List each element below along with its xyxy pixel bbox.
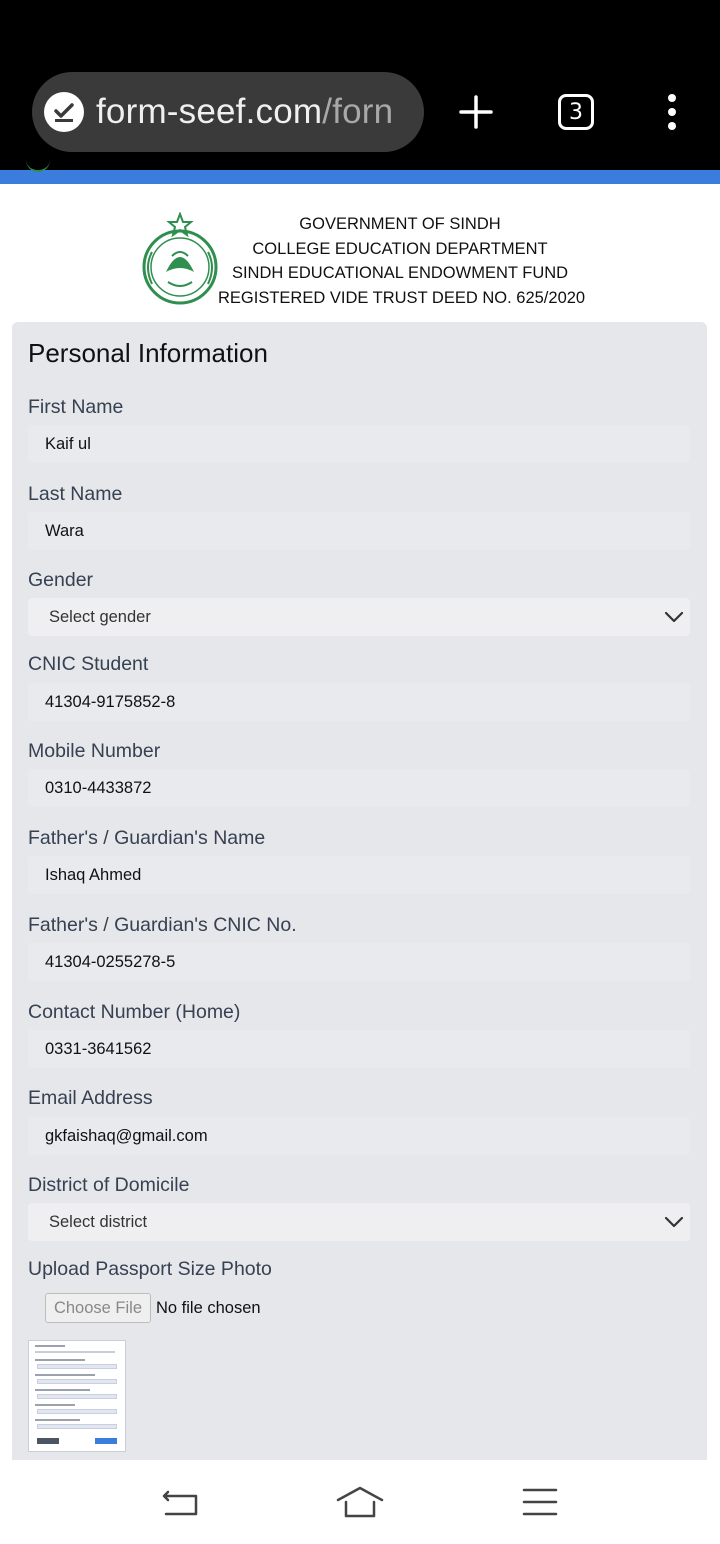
system-navigation-bar <box>0 1460 720 1544</box>
father-cnic-label: Father's / Guardian's CNIC No. <box>28 914 297 936</box>
father-name-label: Father's / Guardian's Name <box>28 827 266 849</box>
mobile-number-input[interactable]: 0310-4433872 <box>28 769 690 807</box>
contact-home-label: Contact Number (Home) <box>28 1001 241 1023</box>
url-text[interactable] <box>96 92 393 132</box>
browser-toolbar <box>0 0 720 170</box>
home-button[interactable] <box>330 1482 390 1522</box>
header-line-1: GOVERNMENT OF SINDH <box>299 215 501 233</box>
back-icon <box>160 1486 200 1518</box>
last-name-label: Last Name <box>28 483 123 505</box>
back-button[interactable] <box>150 1482 210 1522</box>
home-icon <box>334 1484 386 1520</box>
chevron-down-icon <box>664 1212 684 1232</box>
email-label: Email Address <box>28 1087 153 1109</box>
photo-upload-label: Upload Passport Size Photo <box>28 1258 272 1280</box>
new-tab-icon <box>459 95 493 129</box>
new-tab-button[interactable] <box>450 86 502 138</box>
address-bar[interactable] <box>32 72 424 152</box>
choose-file-button[interactable]: Choose File <box>45 1293 151 1323</box>
recents-icon <box>520 1486 560 1518</box>
more-menu-button[interactable] <box>646 86 698 138</box>
card-title: Personal Information <box>28 338 268 368</box>
url-domain: form-seef.com <box>96 92 323 131</box>
page-content <box>0 184 720 1460</box>
father-name-input[interactable]: Ishaq Ahmed <box>28 856 690 894</box>
first-name-label: First Name <box>28 396 124 418</box>
email-input[interactable]: gkfaishaq@gmail.com <box>28 1117 690 1155</box>
first-name-input[interactable]: Kaif ul <box>28 425 690 463</box>
recents-button[interactable] <box>510 1482 570 1522</box>
district-label: District of Domicile <box>28 1174 190 1196</box>
sindh-government-emblem-icon <box>138 212 222 306</box>
header-line-4: REGISTERED VIDE TRUST DEED NO. 625/2020 <box>218 288 586 307</box>
cnic-student-input[interactable]: 41304-9175852-8 <box>28 683 690 721</box>
district-select-value: Select district <box>49 1212 148 1231</box>
tabs-icon: 3 <box>558 94 594 130</box>
header-line-3: SINDH EDUCATIONAL ENDOWMENT FUND <box>231 264 569 282</box>
file-status-text: No file chosen <box>156 1298 261 1317</box>
gender-select-value: Select gender <box>49 607 151 626</box>
photo-file-input[interactable] <box>45 1293 261 1323</box>
contact-home-input[interactable]: 0331-3641562 <box>28 1030 690 1068</box>
more-menu-icon <box>667 94 677 130</box>
last-name-input[interactable]: Wara <box>28 512 690 550</box>
gender-label: Gender <box>28 569 94 591</box>
district-select[interactable] <box>28 1203 690 1241</box>
thumb-button-dark <box>37 1438 59 1444</box>
page-header <box>0 208 720 308</box>
personal-information-card <box>12 322 707 1460</box>
header-line-2: COLLEGE EDUCATION DEPARTMENT <box>252 239 548 258</box>
cnic-student-label: CNIC Student <box>28 653 149 675</box>
mobile-number-label: Mobile Number <box>28 740 161 762</box>
tabs-button[interactable] <box>550 86 602 138</box>
chevron-down-icon <box>664 607 684 627</box>
photo-preview-thumbnail <box>28 1340 126 1452</box>
thumb-button-blue <box>95 1438 117 1444</box>
url-path: /forn <box>322 92 394 131</box>
security-check-icon[interactable] <box>44 92 84 132</box>
header-text <box>218 212 586 310</box>
gender-select[interactable] <box>28 598 690 636</box>
site-top-bar <box>0 170 720 184</box>
father-cnic-input[interactable]: 41304-0255278-5 <box>28 943 690 981</box>
